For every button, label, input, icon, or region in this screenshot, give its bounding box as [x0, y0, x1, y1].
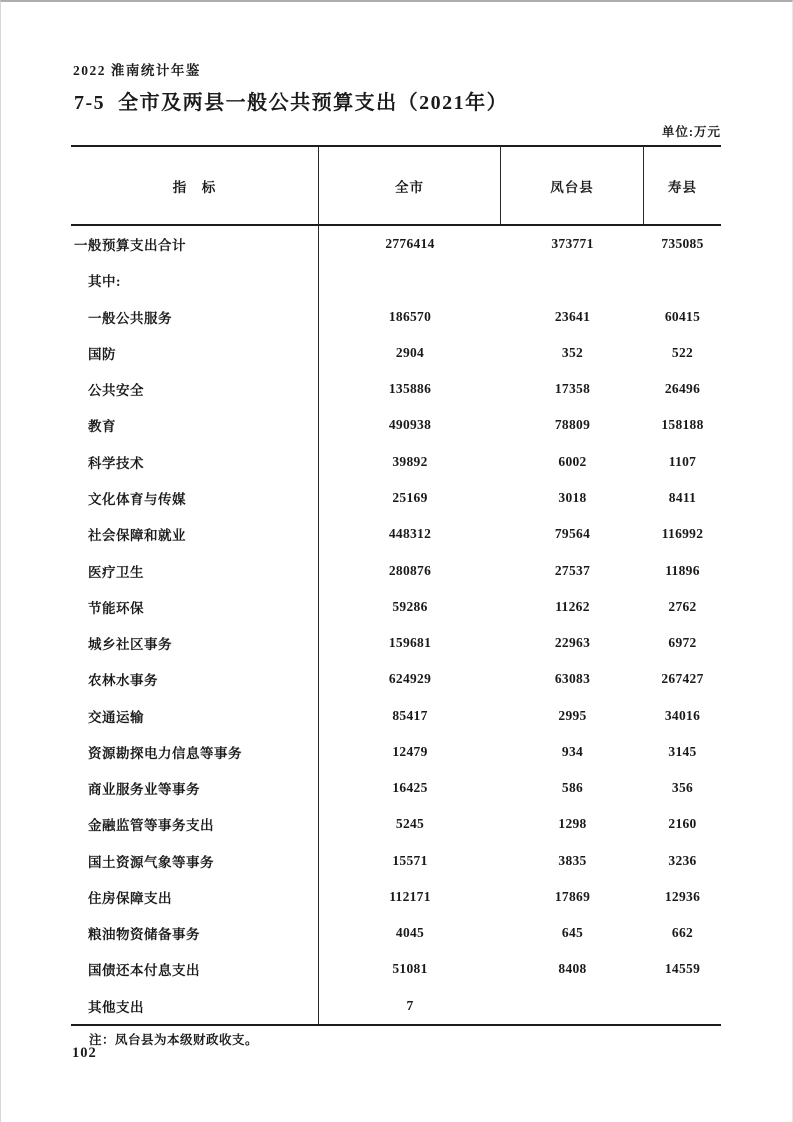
- row-value: 6002: [558, 453, 587, 469]
- row-label: 其他支出: [71, 988, 319, 1024]
- row-value: 11262: [555, 598, 590, 614]
- row-value: 15571: [392, 852, 428, 868]
- row-label: 国债还本付息支出: [71, 951, 319, 987]
- table-body: [71, 226, 721, 1026]
- row-value: 2904: [395, 344, 425, 360]
- row-value: 8411: [668, 489, 697, 505]
- row-label: 教育: [71, 407, 319, 443]
- table-row: [71, 806, 721, 842]
- row-value: 12936: [664, 888, 701, 904]
- table-row: [71, 951, 721, 987]
- row-value: 373771: [551, 236, 594, 252]
- row-value: 586: [561, 780, 584, 796]
- column-header-shouxian: 寿县: [668, 179, 697, 195]
- page-number: 102: [72, 1045, 97, 1061]
- row-label: 农林水事务: [71, 661, 319, 697]
- table-row: [71, 770, 721, 806]
- table-row: [71, 262, 721, 298]
- row-label: 社会保障和就业: [71, 516, 319, 552]
- row-value: 14559: [664, 961, 701, 977]
- row-value: 522: [671, 344, 694, 360]
- row-value: 26496: [664, 381, 701, 397]
- page-title: 7-5 全市及两县一般公共预算支出（2021年）: [74, 92, 509, 114]
- row-value: 159681: [388, 635, 432, 651]
- row-value: 356: [671, 780, 694, 796]
- row-label: 其中:: [71, 262, 319, 298]
- row-value: 59286: [392, 598, 428, 614]
- row-label: 资源勘探电力信息等事务: [71, 734, 319, 770]
- table-row: [71, 589, 721, 625]
- row-value: [501, 988, 644, 1024]
- table-row: [71, 697, 721, 733]
- row-label: 交通运输: [71, 697, 319, 733]
- table-row: [71, 299, 721, 335]
- row-label: 文化体育与传媒: [71, 480, 319, 516]
- row-value: 17869: [554, 888, 591, 904]
- row-value: 60415: [664, 308, 701, 324]
- column-header-indicator: 指 标: [71, 147, 319, 224]
- row-label: 住房保障支出: [71, 879, 319, 915]
- table-row: [71, 444, 721, 480]
- row-value: 116992: [661, 526, 704, 542]
- row-value: 79564: [554, 526, 591, 542]
- row-value: 8408: [558, 961, 587, 977]
- row-label: 节能环保: [71, 589, 319, 625]
- row-label: 国土资源气象等事务: [71, 843, 319, 879]
- row-value: 85417: [392, 707, 428, 723]
- row-label: 医疗卫生: [71, 552, 319, 588]
- row-value: 6972: [668, 635, 697, 651]
- row-value: 5245: [395, 816, 425, 832]
- row-label: 城乡社区事务: [71, 625, 319, 661]
- table-row: [71, 335, 721, 371]
- row-value: 267427: [661, 671, 704, 687]
- row-value: 2776414: [385, 236, 435, 252]
- row-value: 22963: [554, 635, 591, 651]
- table-row: [71, 516, 721, 552]
- row-value: [501, 262, 644, 298]
- row-label: 公共安全: [71, 371, 319, 407]
- table-row: [71, 879, 721, 915]
- row-value: 39892: [392, 453, 428, 469]
- row-value: 1107: [668, 453, 697, 469]
- row-value: 23641: [554, 308, 591, 324]
- row-label: 一般公共服务: [71, 299, 319, 335]
- row-value: 34016: [664, 707, 701, 723]
- row-value: 735085: [661, 236, 704, 252]
- table-row: [71, 552, 721, 588]
- row-value: 51081: [392, 961, 428, 977]
- row-value: 16425: [392, 780, 428, 796]
- row-value: 3835: [558, 852, 587, 868]
- yearbook-header: 2022 淮南统计年鉴: [73, 63, 201, 78]
- row-value: 2160: [668, 816, 697, 832]
- row-value: 186570: [388, 308, 432, 324]
- row-label: 科学技术: [71, 444, 319, 480]
- table-row: [71, 407, 721, 443]
- row-value: 448312: [388, 526, 432, 542]
- table-row: [71, 661, 721, 697]
- row-label: 一般预算支出合计: [71, 226, 319, 262]
- table-row: [71, 734, 721, 770]
- table-header-row: [71, 145, 721, 226]
- row-value: 112171: [389, 888, 431, 904]
- table-row: [71, 625, 721, 661]
- table-row: [71, 480, 721, 516]
- row-label: 粮油物资储备事务: [71, 915, 319, 951]
- row-label: 商业服务业等事务: [71, 770, 319, 806]
- row-value: 25169: [392, 489, 428, 505]
- row-value: [319, 262, 501, 298]
- row-value: 645: [561, 925, 584, 941]
- row-value: 3018: [558, 489, 587, 505]
- row-value: 135886: [388, 381, 432, 397]
- row-value: 624929: [388, 671, 432, 687]
- row-label: 国防: [71, 335, 319, 371]
- row-value: 63083: [554, 671, 591, 687]
- row-value: 12479: [392, 743, 428, 759]
- unit-label: 单位:万元: [661, 125, 721, 139]
- table-row: [71, 988, 721, 1024]
- row-value: 1298: [558, 816, 587, 832]
- row-value: 662: [671, 925, 694, 941]
- table-row: [71, 226, 721, 262]
- row-value: 2995: [558, 707, 587, 723]
- row-value: 352: [561, 344, 584, 360]
- row-value: [644, 262, 721, 298]
- row-value: 17358: [554, 381, 591, 397]
- row-value: 78809: [554, 417, 591, 433]
- column-header-fengtai: 凤台县: [501, 147, 644, 224]
- table-note: 注：凤台县为本级财政收支。: [89, 1033, 259, 1047]
- table-row: [71, 371, 721, 407]
- row-value: 3145: [668, 743, 697, 759]
- row-value: 280876: [388, 562, 432, 578]
- table-row: [71, 915, 721, 951]
- row-value: 27537: [554, 562, 591, 578]
- row-value: 3236: [668, 852, 697, 868]
- row-value: 7: [406, 997, 414, 1013]
- row-value: 490938: [388, 417, 432, 433]
- column-header-city: 全市: [319, 147, 501, 224]
- row-value: 4045: [395, 925, 425, 941]
- row-value: 2762: [668, 598, 697, 614]
- row-value: 934: [561, 743, 584, 759]
- budget-expenditure-table: [71, 145, 721, 1026]
- row-value: 158188: [661, 417, 704, 433]
- row-label: 金融监管等事务支出: [71, 806, 319, 842]
- table-row: [71, 843, 721, 879]
- row-value: [644, 988, 721, 1024]
- row-value: 11896: [665, 562, 700, 578]
